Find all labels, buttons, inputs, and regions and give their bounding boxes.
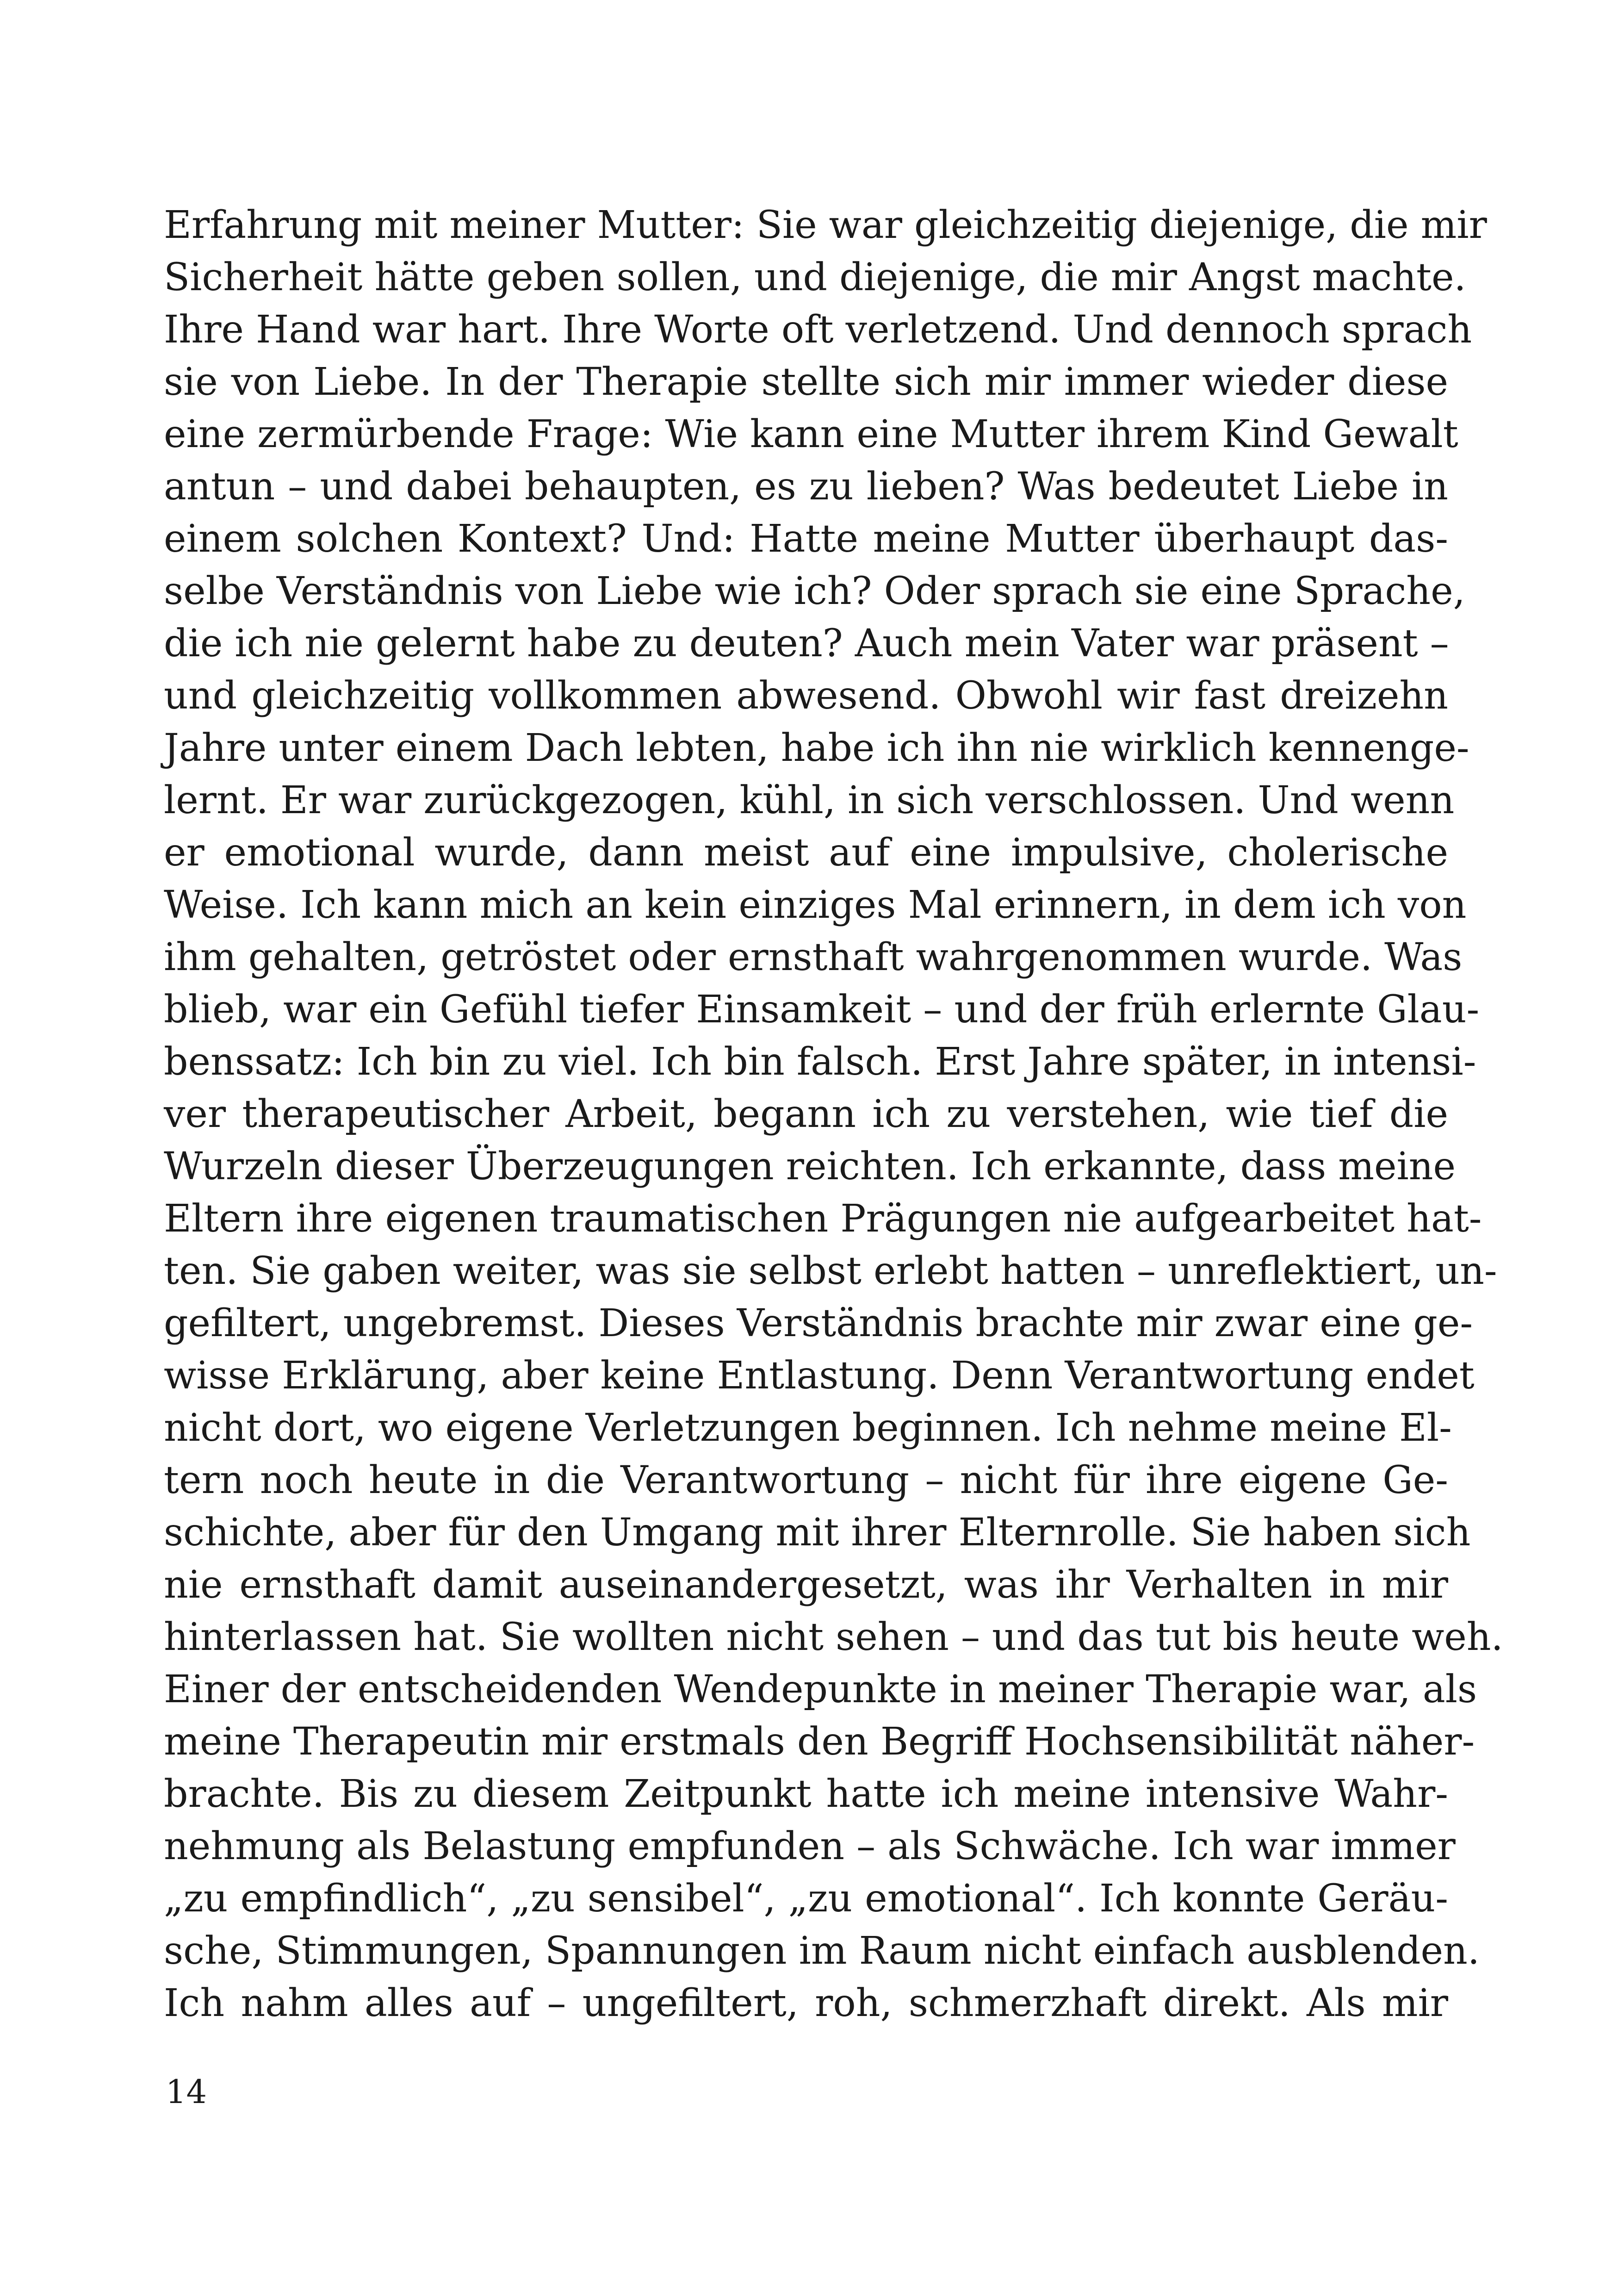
- text-line: Ich nahm alles auf – ungefiltert, roh, schmerzhaft direkt. Als mir: [164, 1981, 1448, 2025]
- text-line: die ich nie gelernt habe zu deuten? Auch mein Vater war präsent –: [164, 622, 1449, 666]
- text-line: Sicherheit hätte geben sollen, und diejenige, die mir Angst machte.: [164, 255, 1466, 299]
- text-line: Eltern ihre eigenen traumatischen Prägungen nie aufgearbeitet hat-: [164, 1197, 1482, 1241]
- text-line: tern noch heute in die Verantwortung – nicht für ihre eigene Ge-: [164, 1458, 1448, 1502]
- text-line: nehmung als Belastung empfunden – als Schwäche. Ich war immer: [164, 1824, 1456, 1868]
- text-line: nie ernsthaft damit auseinandergesetzt, was ihr Verhalten in mir: [164, 1563, 1448, 1607]
- text-line: selbe Verständnis von Liebe wie ich? Oder sprach sie eine Sprache,: [164, 569, 1465, 613]
- text-line: einem solchen Kontext? Und: Hatte meine Mutter überhaupt das-: [164, 517, 1448, 561]
- text-line: gefiltert, ungebremst. Dieses Verständnis brachte mir zwar eine ge-: [164, 1301, 1473, 1345]
- text-line: er emotional wurde, dann meist auf eine impulsive, cholerische: [164, 831, 1448, 875]
- text-line: blieb, war ein Gefühl tiefer Einsamkeit – und der früh erlernte Glau-: [164, 988, 1480, 1032]
- text-line: eine zermürbende Frage: Wie kann eine Mutter ihrem Kind Gewalt: [164, 412, 1458, 456]
- text-line: hinterlassen hat. Sie wollten nicht sehen – und das tut bis heute weh.: [164, 1615, 1503, 1659]
- text-line: sie von Liebe. In der Therapie stellte sich mir immer wieder diese: [164, 360, 1448, 404]
- text-line: Erfahrung mit meiner Mutter: Sie war gleichzeitig diejenige, die mir: [164, 203, 1487, 247]
- text-line: ver therapeutischer Arbeit, begann ich zu verstehen, wie tief die: [164, 1092, 1448, 1136]
- text-line: schichte, aber für den Umgang mit ihrer Elternrolle. Sie haben sich: [164, 1511, 1471, 1555]
- text-line: Jahre unter einem Dach lebten, habe ich ihn nie wirklich kennenge-: [164, 726, 1469, 770]
- text-line: Ihre Hand war hart. Ihre Worte oft verletzend. Und dennoch sprach: [164, 308, 1472, 352]
- text-line: Wurzeln dieser Überzeugungen reichten. Ich erkannte, dass meine: [164, 1145, 1456, 1188]
- text-line: Weise. Ich kann mich an kein einziges Mal erinnern, in dem ich von: [164, 883, 1467, 927]
- text-line: „zu empfindlich“, „zu sensibel“, „zu emotional“. Ich konnte Geräu-: [164, 1877, 1448, 1921]
- text-line: brachte. Bis zu diesem Zeitpunkt hatte ich meine intensive Wahr-: [164, 1772, 1448, 1816]
- text-line: meine Therapeutin mir erstmals den Begriff Hochsensibilität näher-: [164, 1720, 1475, 1764]
- text-line: ihm gehalten, getröstet oder ernsthaft wahrgenommen wurde. Was: [164, 935, 1463, 979]
- text-line: und gleichzeitig vollkommen abwesend. Obwohl wir fast dreizehn: [164, 674, 1448, 718]
- text-line: ten. Sie gaben weiter, was sie selbst erlebt hatten – unreflektiert, un-: [164, 1249, 1497, 1293]
- text-line: benssatz: Ich bin zu viel. Ich bin falsch. Erst Jahre später, in intensi-: [164, 1040, 1476, 1084]
- text-line: sche, Stimmungen, Spannungen im Raum nicht einfach ausblenden.: [164, 1929, 1480, 1973]
- text-line: wisse Erklärung, aber keine Entlastung. Denn Verantwortung endet: [164, 1354, 1475, 1398]
- text-line: antun – und dabei behaupten, es zu lieben? Was bedeutet Liebe in: [164, 465, 1448, 509]
- text-line: Einer der entscheidenden Wendepunkte in meiner Therapie war, als: [164, 1668, 1477, 1711]
- body-text: [164, 199, 1503, 2029]
- page-number: 14: [166, 2073, 207, 2111]
- text-line: lernt. Er war zurückgezogen, kühl, in sich verschlossen. Und wenn: [164, 778, 1455, 822]
- text-line: nicht dort, wo eigene Verletzungen beginnen. Ich nehme meine El-: [164, 1406, 1452, 1450]
